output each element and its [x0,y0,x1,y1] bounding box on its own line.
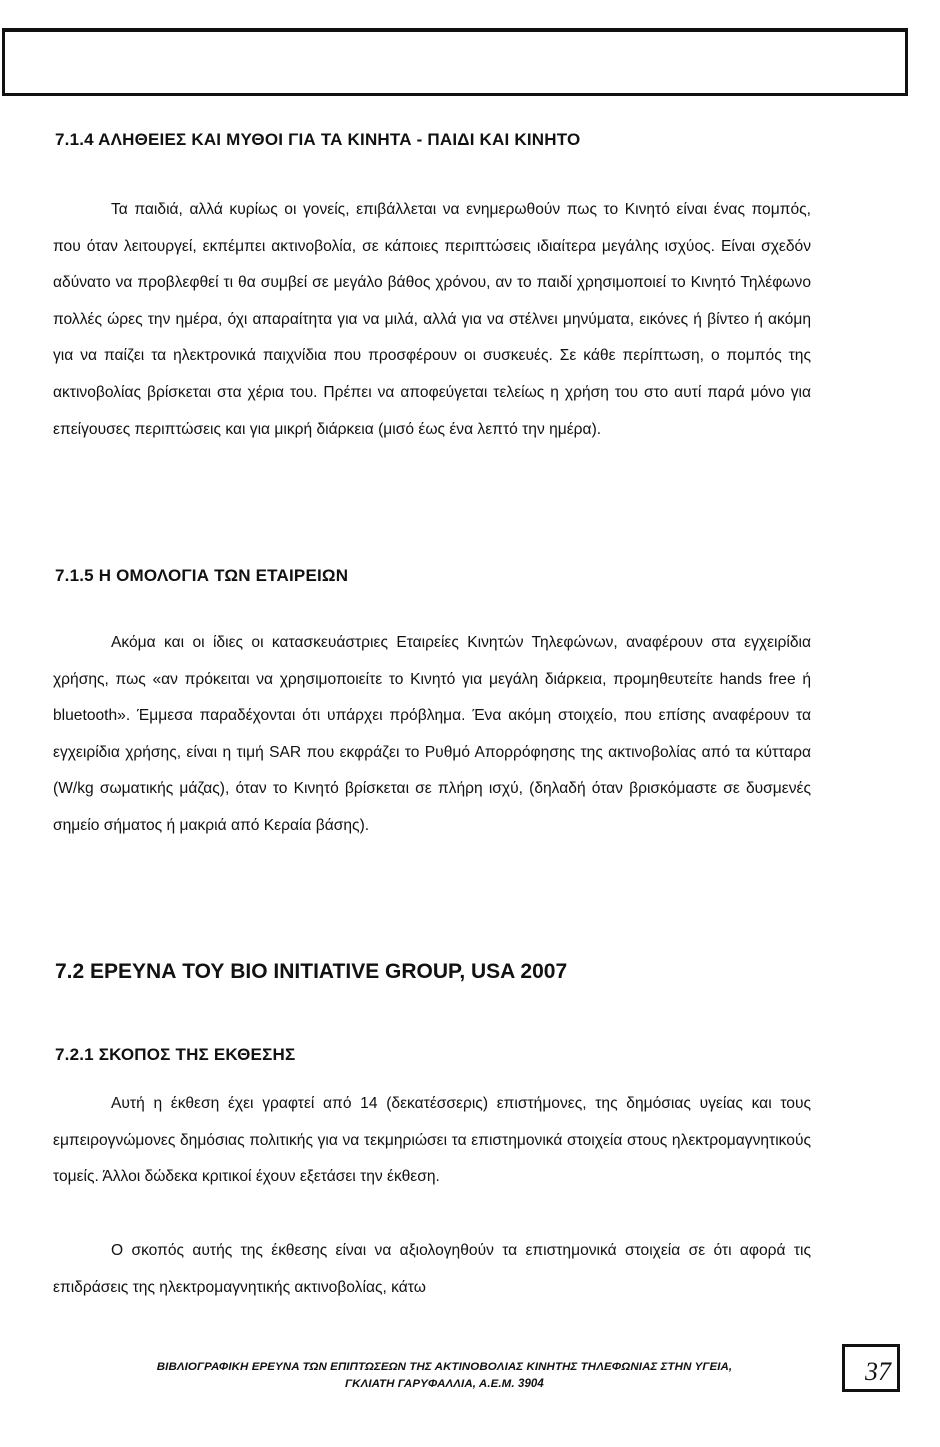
paragraph-children-and-phones: Τα παιδιά, αλλά κυρίως οι γονείς, επιβάλλεται να ενημερωθούν πως το Κινητό είναι ένας πομπός, που όταν λειτουργεί, εκπέμπει ακτινοβολία, σε κάποιες περιπτώσεις ιδιαίτερα μεγάλης ισχύος. Είναι σχεδόν αδύνατο να προβλεφθεί τι θα συμβεί σε μεγάλο βάθος χρόνου, αν το παιδί χρησιμοποιεί το Κινητό Τηλέφωνο πολλές ώρες την ημέρα, όχι απαραίτητα για να μιλά, αλλά για να στέλνει μηνύματα, εικόνες ή βίντεο ή ακόμη για να παίζει τα ηλεκτρονικά παιχνίδια που προσφέρουν οι συσκευές. Σε κάθε περίπτωση, ο πομπός της ακτινοβολίας βρίσκεται στα χέρια του. Πρέπει να αποφεύγεται τελείως η χρήση του στο αυτί παρά μόνο για επείγουσες περιπτώσεις και για μικρή διάρκεια (μισό έως ένα λεπτό την ημέρα). [53,201,811,438]
section-heading-7-1-5: 7.1.5 Η ΟΜΟΛΟΓΙΑ ΤΩΝ ΕΤΑΙΡΕΙΩΝ [55,566,349,585]
footer-line-1: ΒΙΒΛΙΟΓΡΑΦΙΚΗ ΕΡΕΥΝΑ ΤΩΝ ΕΠΙΠΤΩΣΕΩΝ ΤΗΣ ΑΚΤΙΝΟΒΟΛΙΑΣ ΚΙΝΗΤΗΣ ΤΗΛΕΦΩΝΙΑΣ ΣΤΗΝ ΥΓΕΙΑ, [156,1361,733,1373]
header-bar [2,28,908,96]
page-number: 37 [865,1357,891,1386]
section-heading-7-2-1: 7.2.1 ΣΚΟΠΟΣ ΤΗΣ ΕΚΘΕΣΗΣ [55,1045,296,1064]
page-number-box [842,1344,900,1392]
section-heading-7-1-4: 7.1.4 ΑΛΗΘΕΙΕΣ ΚΑΙ ΜΥΘΟΙ ΓΙΑ ΤΑ ΚΙΝΗΤΑ - ΠΑΙΔΙ ΚΑΙ ΚΙΝΗΤΟ [55,130,581,149]
footer-line-2: ΓΚΛΙΑΤΗ ΓΑΡΥΦΑΛΛΙΑ, Α.Ε.Μ. 3904 [345,1378,544,1390]
paragraph-companies-admission: Ακόμα και οι ίδιες οι κατασκευάστριες Εταιρείες Κινητών Τηλεφώνων, αναφέρουν στα εγχειρίδια χρήσης, πως «αν πρόκειται να χρησιμοποιείτε το Κινητό για μεγάλη διάρκεια, προμηθευτείτε hands free ή bluetooth». Έμμεσα παραδέχονται ότι υπάρχει πρόβλημα. Ένα ακόμη στοιχείο, που επίσης αναφέρουν τα εγχειρίδια χρήσης, είναι η τιμή SAR που εκφράζει το Ρυθμό Απορρόφησης της ακτινοβολίας από τα κύτταρα (W/kg σωματικής μάζας), όταν το Κινητό βρίσκεται σε πλήρη ισχύ, (δηλαδή όταν βρισκόμαστε σε δυσμενές σημείο σήματος ή μακριά από Κεραία βάσης). [53,634,811,834]
paragraph-report-purpose: Ο σκοπός αυτής της έκθεσης είναι να αξιολογηθούν τα επιστημονικά στοιχεία σε ότι αφορά τις επιδράσεις της ηλεκτρομαγνητικής ακτινοβολίας, κάτω [53,1242,811,1296]
paragraph-report-authors: Αυτή η έκθεση έχει γραφτεί από 14 (δεκατέσσερις) επιστήμονες, της δημόσιας υγείας και τους εμπειρογνώμονες δημόσιας πολιτικής για να τεκμηριώσει τα επιστημονικά στοιχεία στους ηλεκτρομαγνητικούς τομείς. Άλλοι δώδεκα κριτικοί έχουν εξετάσει την έκθεση. [53,1095,811,1186]
page-footer [62,1359,827,1393]
section-heading-7-2: 7.2 ΕΡΕΥΝΑ ΤΟΥ BIO INITIATIVE GROUP, USA 2007 [55,960,568,983]
